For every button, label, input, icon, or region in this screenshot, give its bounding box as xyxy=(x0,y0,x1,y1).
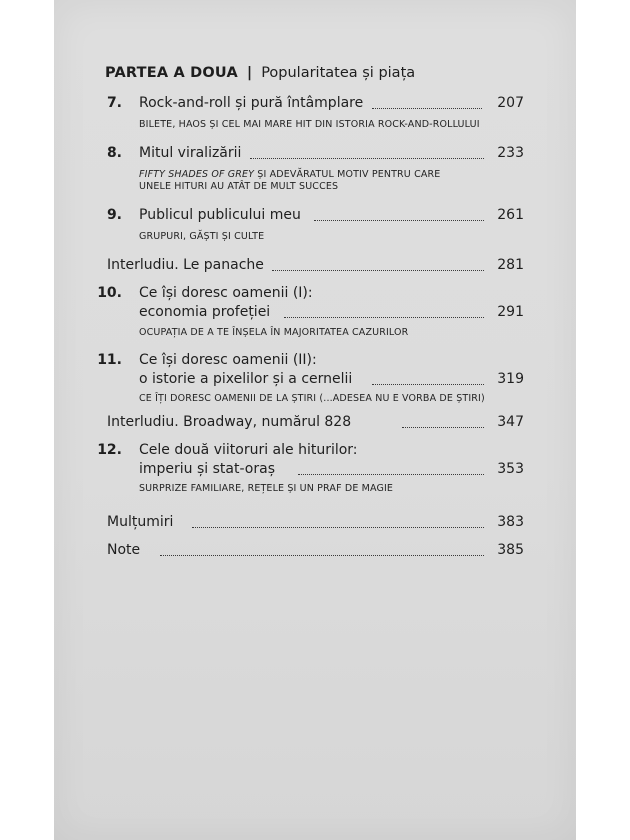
toc-entry-12-line2[interactable] xyxy=(0,461,630,483)
chapter-number: 8. xyxy=(106,145,122,161)
chapter-title: Publicul publicului meu xyxy=(139,207,301,223)
chapter-subtitle: BILETE, HAOS ȘI CEL MAI MARE HIT DIN ISTORIA ROCK-AND-ROLLULUI xyxy=(139,119,480,130)
part-separator: | xyxy=(246,65,253,81)
chapter-title-line2: economia profeției xyxy=(139,304,271,320)
toc-entry-interlude-2[interactable] xyxy=(0,414,630,436)
page-number: 233 xyxy=(497,145,524,161)
leader-dots xyxy=(314,209,484,221)
chapter-number: 7. xyxy=(106,95,122,111)
page-number: 281 xyxy=(497,257,524,273)
page-number: 291 xyxy=(497,304,524,320)
leader-dots xyxy=(298,463,484,475)
subtitle-text: ȘI ADEVĂRATUL MOTIV PENTRU CARE xyxy=(254,169,441,180)
chapter-number: 9. xyxy=(106,207,122,223)
subtitle-book-title: FIFTY SHADES OF GREY xyxy=(139,169,255,180)
chapter-title-line2: o istorie a pixelilor și a cernelii xyxy=(139,371,353,387)
chapter-title: Ce își doresc oamenii (II): xyxy=(139,352,317,368)
chapter-subtitle: OCUPAȚIA DE A TE ÎNȘELA ÎN MAJORITATEA CAZURILOR xyxy=(139,327,409,338)
part-label: PARTEA A DOUA xyxy=(105,65,238,81)
section-title: Mulțumiri xyxy=(107,514,174,530)
chapter-subtitle-line2: UNELE HITURI AU ATÂT DE MULT SUCCES xyxy=(139,181,339,192)
chapter-title-line2: imperiu și stat-oraș xyxy=(139,461,275,477)
part-title: Popularitatea și piața xyxy=(261,65,416,81)
leader-dots xyxy=(272,259,484,271)
toc-entry-10-line2[interactable] xyxy=(0,304,630,326)
leader-dots xyxy=(284,306,484,318)
chapter-number: 10. xyxy=(97,285,122,301)
chapter-subtitle: SURPRIZE FAMILIARE, REȚELE ȘI UN PRAF DE MAGIE xyxy=(139,483,394,494)
leader-dots xyxy=(372,373,484,385)
chapter-title: Mitul viralizării xyxy=(139,145,242,161)
chapter-title: Ce își doresc oamenii (I): xyxy=(139,285,313,301)
toc-entry-interlude-1[interactable] xyxy=(0,257,630,279)
leader-dots xyxy=(250,147,484,159)
chapter-number: 11. xyxy=(97,352,122,368)
section-title: Note xyxy=(107,542,141,558)
chapter-subtitle xyxy=(139,169,440,180)
chapter-subtitle: CE ÎȚI DORESC OAMENII DE LA ȘTIRI (...ADESEA NU E VORBA DE ȘTIRI) xyxy=(139,393,485,404)
toc-entry-acknowledgements[interactable] xyxy=(0,514,630,536)
leader-dots xyxy=(192,516,484,528)
toc-entry-notes[interactable] xyxy=(0,542,630,564)
page-number: 207 xyxy=(497,95,524,111)
chapter-number: 12. xyxy=(97,442,122,458)
page-number: 347 xyxy=(497,414,524,430)
leader-dots xyxy=(372,97,482,109)
page-number: 383 xyxy=(497,514,524,530)
page-number: 319 xyxy=(497,371,524,387)
leader-dots xyxy=(402,416,484,428)
page-number: 261 xyxy=(497,207,524,223)
chapter-title: Cele două viitoruri ale hiturilor: xyxy=(139,442,358,458)
chapter-title: Rock-and-roll și pură întâmplare xyxy=(139,95,364,111)
page-number: 385 xyxy=(497,542,524,558)
toc-entry-8[interactable] xyxy=(0,145,630,167)
page-number: 353 xyxy=(497,461,524,477)
toc-entry-7[interactable] xyxy=(0,95,630,117)
chapter-subtitle: GRUPURI, GĂȘTI ȘI CULTE xyxy=(139,231,265,242)
interlude-title: Interludiu. Le panache xyxy=(107,257,264,273)
toc-entry-11-line2[interactable] xyxy=(0,371,630,393)
interlude-title: Interludiu. Broadway, numărul 828 xyxy=(107,414,352,430)
leader-dots xyxy=(160,544,484,556)
toc-entry-9[interactable] xyxy=(0,207,630,229)
